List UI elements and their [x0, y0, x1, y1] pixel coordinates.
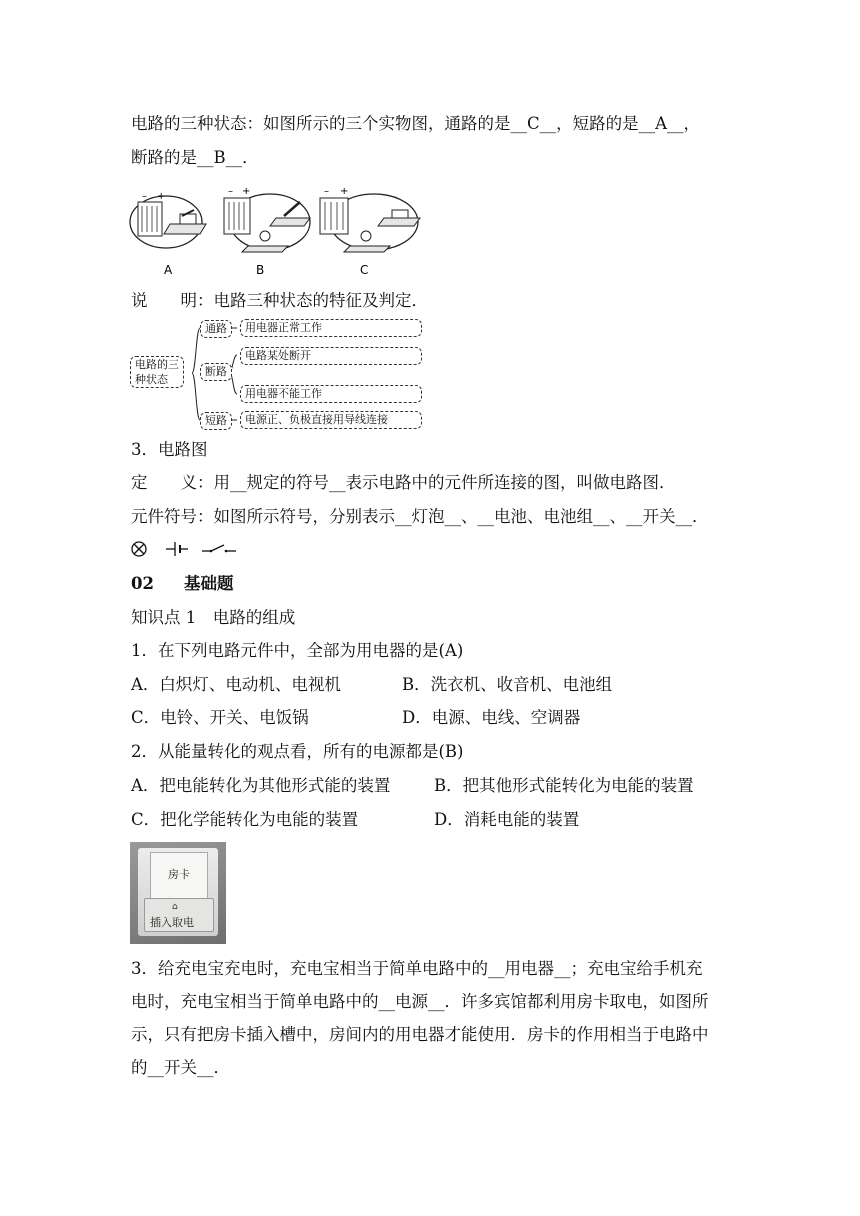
svg-text:–: – [324, 186, 329, 197]
svg-text:C: C [360, 263, 369, 277]
q1-stem: 1．在下列电路元件中，全部为用电器的是(A) [131, 641, 464, 660]
explain-text: 说 明：电路三种状态的特征及判定． [131, 291, 428, 310]
q2-option-a: A．把电能转化为其他形式能的装置 [131, 776, 391, 795]
q2-option-c: C．把化学能转化为电能的装置 [131, 810, 359, 829]
q3-line3: 示，只有把房卡插入槽中，房间内的用电器才能使用．房卡的作用相当于电路中 [131, 1025, 709, 1044]
svg-text:–: – [228, 186, 233, 197]
definition-text: 定 义：用__规定的符号__表示电路中的元件所连接的图，叫做电路图． [131, 473, 676, 492]
q2-option-b: B．把其他形式能转化为电能的装置 [434, 776, 694, 795]
q3-line1: 3．给充电宝充电时，充电宝相当于简单电路中的__用电器__；充电宝给手机充 [131, 959, 703, 978]
knowledge-point: 知识点 1 电路的组成 [131, 608, 296, 627]
circuit-figures [128, 180, 428, 280]
switch-symbol-icon [202, 545, 236, 552]
circuit-label-a: A [164, 263, 173, 277]
circuit-figure-c [320, 186, 420, 277]
circuit-states-diagram [130, 316, 420, 432]
section-number: 02 [131, 574, 154, 593]
diagram-tonglu-desc: 用电器正常工作 [240, 319, 422, 337]
section-basic-heading [131, 572, 233, 596]
q3-line2: 电时，充电宝相当于简单电路中的__电源__．许多宾馆都利用房卡取电，如图所 [131, 992, 709, 1011]
q3-line4: 的__开关__． [131, 1058, 230, 1077]
circuit-states-text: 电路的三种状态：如图所示的三个实物图，通路的是__C__，短路的是__A__， [131, 114, 701, 133]
symbols-text: 元件符号：如图所示符号，分别表示__灯泡__、__电池、电池组__、__开关__． [131, 507, 709, 526]
circuit-figure-b [224, 186, 310, 277]
svg-text:–: – [142, 191, 147, 202]
diagram-tonglu: 通路 [200, 320, 232, 338]
svg-text:+: + [242, 186, 251, 197]
q1-option-b: B．洗衣机、收音机、电池组 [402, 675, 613, 694]
bulb-symbol-icon [132, 542, 146, 556]
q2-stem: 2．从能量转化的观点看，所有的电源都是(B) [131, 742, 464, 761]
room-card-photo [130, 842, 226, 944]
circuit-states-text-cont: 断路的是__B__． [131, 148, 259, 167]
diagram-short-desc: 电源正、负极直接用导线连接 [240, 411, 422, 429]
diagram-duanlu-desc1: 电路某处断开 [240, 347, 422, 365]
component-symbols [130, 538, 240, 560]
diagram-duanlu-desc2: 用电器不能工作 [240, 385, 422, 403]
svg-text:+: + [340, 186, 349, 197]
slot-icon: ⌂ [172, 902, 178, 912]
svg-text:+: + [157, 191, 166, 202]
q1-option-c: C．电铃、开关、电饭锅 [131, 708, 309, 727]
circuit-figure-a [130, 191, 206, 248]
diagram-root: 电路的三种状态 [130, 356, 184, 388]
slot-label: 插入取电 [150, 916, 194, 929]
room-card-label: 房卡 [168, 868, 190, 881]
diagram-duanlu: 断路 [200, 363, 232, 381]
q1-option-d: D．电源、电线、空调器 [402, 708, 581, 727]
diagram-short: 短路 [200, 412, 232, 430]
q2-option-d: D．消耗电能的装置 [434, 810, 580, 829]
battery-symbol-icon [166, 542, 188, 556]
q1-option-a: A．白炽灯、电动机、电视机 [131, 675, 341, 694]
section-circuit-diagram-title: 3．电路图 [131, 440, 208, 459]
svg-text:B: B [256, 263, 265, 277]
section-title: 基础题 [183, 574, 234, 593]
